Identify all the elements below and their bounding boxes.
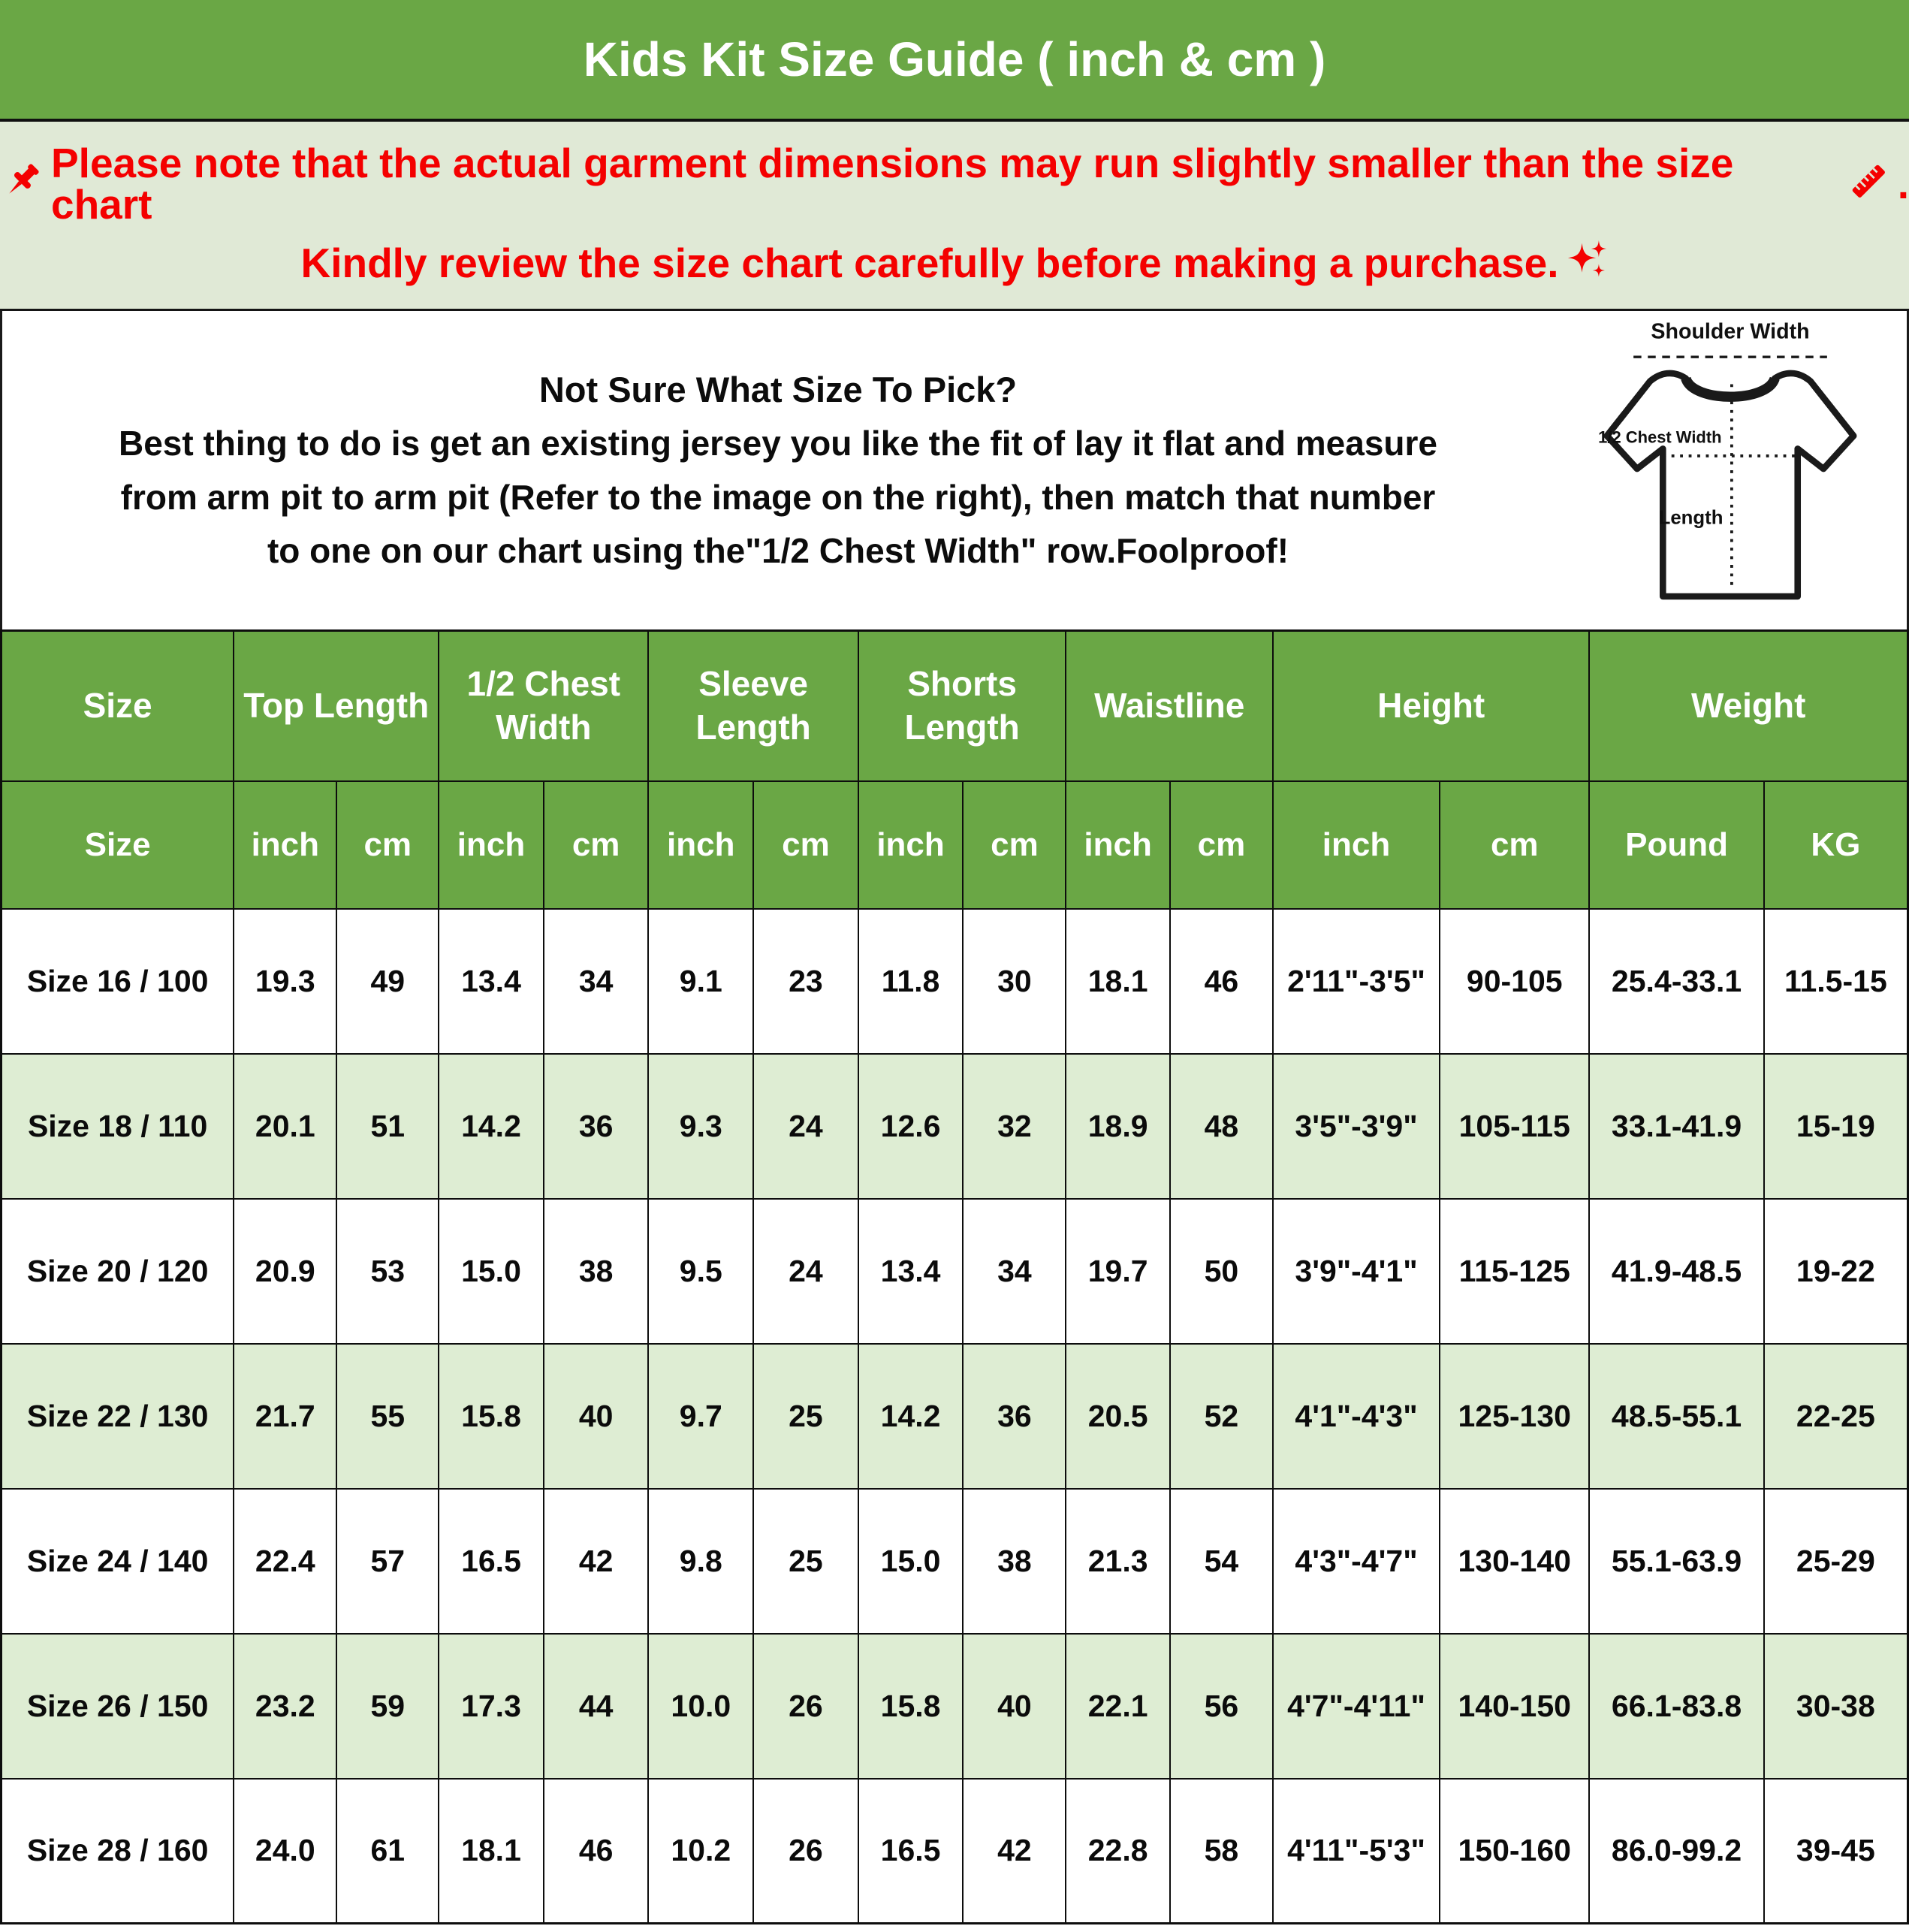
value-cell: 4'1"-4'3" xyxy=(1273,1344,1440,1489)
value-cell: 4'3"-4'7" xyxy=(1273,1489,1440,1634)
value-cell: 19.3 xyxy=(234,909,336,1054)
value-cell: 55 xyxy=(336,1344,439,1489)
column-unit-header: cm xyxy=(544,781,649,909)
column-unit-header: cm xyxy=(1170,781,1273,909)
chest-width-label: 1/2 Chest Width xyxy=(1598,427,1722,447)
notice-line-2 xyxy=(0,239,1909,288)
value-cell: 20.1 xyxy=(234,1054,336,1199)
help-line-3: to one on our chart using the"1/2 Chest Width" row.Foolproof! xyxy=(267,531,1289,571)
value-cell: 48 xyxy=(1170,1054,1273,1199)
value-cell: 42 xyxy=(963,1779,1066,1924)
unit-header-row xyxy=(2,781,1908,909)
column-group-header: Shorts Length xyxy=(858,631,1066,781)
value-cell: 33.1-41.9 xyxy=(1589,1054,1763,1199)
value-cell: 13.4 xyxy=(439,909,544,1054)
column-unit-header: inch xyxy=(1273,781,1440,909)
value-cell: 38 xyxy=(544,1199,649,1344)
value-cell: 44 xyxy=(544,1634,649,1779)
value-cell: 36 xyxy=(544,1054,649,1199)
value-cell: 59 xyxy=(336,1634,439,1779)
value-cell: 4'11"-5'3" xyxy=(1273,1779,1440,1924)
value-cell: 15.0 xyxy=(858,1489,964,1634)
size-cell: Size 18 / 110 xyxy=(2,1054,234,1199)
value-cell: 14.2 xyxy=(439,1054,544,1199)
column-unit-header: inch xyxy=(1066,781,1169,909)
title-bar xyxy=(0,0,1909,122)
table-body xyxy=(2,909,1908,1924)
size-table xyxy=(0,629,1909,1924)
column-group-header: Waistline xyxy=(1066,631,1272,781)
value-cell: 55.1-63.9 xyxy=(1589,1489,1763,1634)
value-cell: 24 xyxy=(753,1199,858,1344)
value-cell: 4'7"-4'11" xyxy=(1273,1634,1440,1779)
notice-text-1-suffix: . xyxy=(1897,160,1909,207)
value-cell: 140-150 xyxy=(1440,1634,1589,1779)
size-cell: Size 22 / 130 xyxy=(2,1344,234,1489)
value-cell: 21.3 xyxy=(1066,1489,1169,1634)
table-row xyxy=(2,1634,1908,1779)
value-cell: 125-130 xyxy=(1440,1344,1589,1489)
value-cell: 48.5-55.1 xyxy=(1589,1344,1763,1489)
size-cell: Size 26 / 150 xyxy=(2,1634,234,1779)
value-cell: 25.4-33.1 xyxy=(1589,909,1763,1054)
value-cell: 18.1 xyxy=(1066,909,1169,1054)
size-cell: Size 24 / 140 xyxy=(2,1489,234,1634)
column-group-header: Height xyxy=(1273,631,1589,781)
value-cell: 23.2 xyxy=(234,1634,336,1779)
value-cell: 24.0 xyxy=(234,1779,336,1924)
value-cell: 24 xyxy=(753,1054,858,1199)
value-cell: 11.5-15 xyxy=(1764,909,1908,1054)
value-cell: 46 xyxy=(1170,909,1273,1054)
value-cell: 18.1 xyxy=(439,1779,544,1924)
column-unit-header: inch xyxy=(234,781,336,909)
table-row xyxy=(2,1489,1908,1634)
column-unit-header: Pound xyxy=(1589,781,1763,909)
column-group-header: Size xyxy=(2,631,234,781)
column-unit-header: cm xyxy=(336,781,439,909)
value-cell: 53 xyxy=(336,1199,439,1344)
size-cell: Size 20 / 120 xyxy=(2,1199,234,1344)
value-cell: 51 xyxy=(336,1054,439,1199)
value-cell: 61 xyxy=(336,1779,439,1924)
value-cell: 3'9"-4'1" xyxy=(1273,1199,1440,1344)
value-cell: 9.3 xyxy=(648,1054,753,1199)
value-cell: 40 xyxy=(963,1634,1066,1779)
tshirt-diagram xyxy=(1554,311,1907,629)
value-cell: 19-22 xyxy=(1764,1199,1908,1344)
table-row xyxy=(2,909,1908,1054)
value-cell: 2'11"-3'5" xyxy=(1273,909,1440,1054)
help-text xyxy=(2,363,1554,578)
value-cell: 10.0 xyxy=(648,1634,753,1779)
value-cell: 15.0 xyxy=(439,1199,544,1344)
column-group-header: 1/2 Chest Width xyxy=(439,631,648,781)
value-cell: 26 xyxy=(753,1634,858,1779)
value-cell: 49 xyxy=(336,909,439,1054)
length-label: Length xyxy=(1658,507,1724,529)
value-cell: 57 xyxy=(336,1489,439,1634)
notice-text-2: Kindly review the size chart carefully before making a purchase. xyxy=(300,240,1559,286)
help-heading: Not Sure What Size To Pick? xyxy=(538,369,1018,409)
value-cell: 90-105 xyxy=(1440,909,1589,1054)
value-cell: 150-160 xyxy=(1440,1779,1589,1924)
value-cell: 40 xyxy=(544,1344,649,1489)
value-cell: 12.6 xyxy=(858,1054,964,1199)
help-section xyxy=(0,311,1909,629)
value-cell: 20.9 xyxy=(234,1199,336,1344)
page-title: Kids Kit Size Guide ( inch & cm ) xyxy=(583,32,1326,86)
column-unit-header: KG xyxy=(1764,781,1908,909)
column-unit-header: inch xyxy=(648,781,753,909)
value-cell: 34 xyxy=(544,909,649,1054)
value-cell: 86.0-99.2 xyxy=(1589,1779,1763,1924)
value-cell: 21.7 xyxy=(234,1344,336,1489)
value-cell: 3'5"-3'9" xyxy=(1273,1054,1440,1199)
value-cell: 46 xyxy=(544,1779,649,1924)
value-cell: 34 xyxy=(963,1199,1066,1344)
column-unit-header: inch xyxy=(858,781,964,909)
value-cell: 9.5 xyxy=(648,1199,753,1344)
value-cell: 9.8 xyxy=(648,1489,753,1634)
value-cell: 36 xyxy=(963,1344,1066,1489)
value-cell: 39-45 xyxy=(1764,1779,1908,1924)
group-header-row xyxy=(2,631,1908,781)
value-cell: 9.1 xyxy=(648,909,753,1054)
value-cell: 130-140 xyxy=(1440,1489,1589,1634)
value-cell: 17.3 xyxy=(439,1634,544,1779)
value-cell: 15-19 xyxy=(1764,1054,1908,1199)
value-cell: 23 xyxy=(753,909,858,1054)
value-cell: 15.8 xyxy=(858,1634,964,1779)
value-cell: 30 xyxy=(963,909,1066,1054)
value-cell: 41.9-48.5 xyxy=(1589,1199,1763,1344)
column-unit-header: cm xyxy=(963,781,1066,909)
value-cell: 32 xyxy=(963,1054,1066,1199)
sparkles-icon xyxy=(1567,239,1609,288)
column-group-header: Weight xyxy=(1589,631,1907,781)
value-cell: 54 xyxy=(1170,1489,1273,1634)
table-row xyxy=(2,1344,1908,1489)
ruler-icon xyxy=(1847,159,1890,210)
value-cell: 42 xyxy=(544,1489,649,1634)
value-cell: 22.4 xyxy=(234,1489,336,1634)
notice-text-1: Please note that the actual garment dimensions may run slightly smaller than the size chart xyxy=(51,140,1734,228)
value-cell: 56 xyxy=(1170,1634,1273,1779)
column-unit-header: inch xyxy=(439,781,544,909)
value-cell: 115-125 xyxy=(1440,1199,1589,1344)
notice-banner xyxy=(0,122,1909,311)
value-cell: 16.5 xyxy=(439,1489,544,1634)
help-line-2: from arm pit to arm pit (Refer to the image on the right), then match that number xyxy=(120,477,1436,517)
value-cell: 13.4 xyxy=(858,1199,964,1344)
value-cell: 18.9 xyxy=(1066,1054,1169,1199)
value-cell: 22-25 xyxy=(1764,1344,1908,1489)
value-cell: 10.2 xyxy=(648,1779,753,1924)
value-cell: 52 xyxy=(1170,1344,1273,1489)
size-cell: Size 28 / 160 xyxy=(2,1779,234,1924)
table-row xyxy=(2,1054,1908,1199)
value-cell: 25-29 xyxy=(1764,1489,1908,1634)
value-cell: 16.5 xyxy=(858,1779,964,1924)
pushpin-icon xyxy=(0,159,44,210)
column-unit-header: Size xyxy=(2,781,234,909)
shoulder-width-label: Shoulder Width xyxy=(1651,319,1810,344)
size-cell: Size 16 / 100 xyxy=(2,909,234,1054)
value-cell: 66.1-83.8 xyxy=(1589,1634,1763,1779)
value-cell: 25 xyxy=(753,1344,858,1489)
notice-line-1 xyxy=(0,140,1909,228)
value-cell: 15.8 xyxy=(439,1344,544,1489)
value-cell: 22.1 xyxy=(1066,1634,1169,1779)
value-cell: 11.8 xyxy=(858,909,964,1054)
value-cell: 26 xyxy=(753,1779,858,1924)
value-cell: 25 xyxy=(753,1489,858,1634)
value-cell: 58 xyxy=(1170,1779,1273,1924)
column-group-header: Sleeve Length xyxy=(648,631,858,781)
table-row xyxy=(2,1199,1908,1344)
value-cell: 30-38 xyxy=(1764,1634,1908,1779)
value-cell: 20.5 xyxy=(1066,1344,1169,1489)
value-cell: 14.2 xyxy=(858,1344,964,1489)
value-cell: 22.8 xyxy=(1066,1779,1169,1924)
table-row xyxy=(2,1779,1908,1924)
value-cell: 50 xyxy=(1170,1199,1273,1344)
value-cell: 9.7 xyxy=(648,1344,753,1489)
value-cell: 19.7 xyxy=(1066,1199,1169,1344)
column-unit-header: cm xyxy=(753,781,858,909)
value-cell: 38 xyxy=(963,1489,1066,1634)
help-line-1: Best thing to do is get an existing jersey you like the fit of lay it flat and measure xyxy=(118,424,1438,463)
value-cell: 105-115 xyxy=(1440,1054,1589,1199)
column-group-header: Top Length xyxy=(234,631,439,781)
column-unit-header: cm xyxy=(1440,781,1589,909)
